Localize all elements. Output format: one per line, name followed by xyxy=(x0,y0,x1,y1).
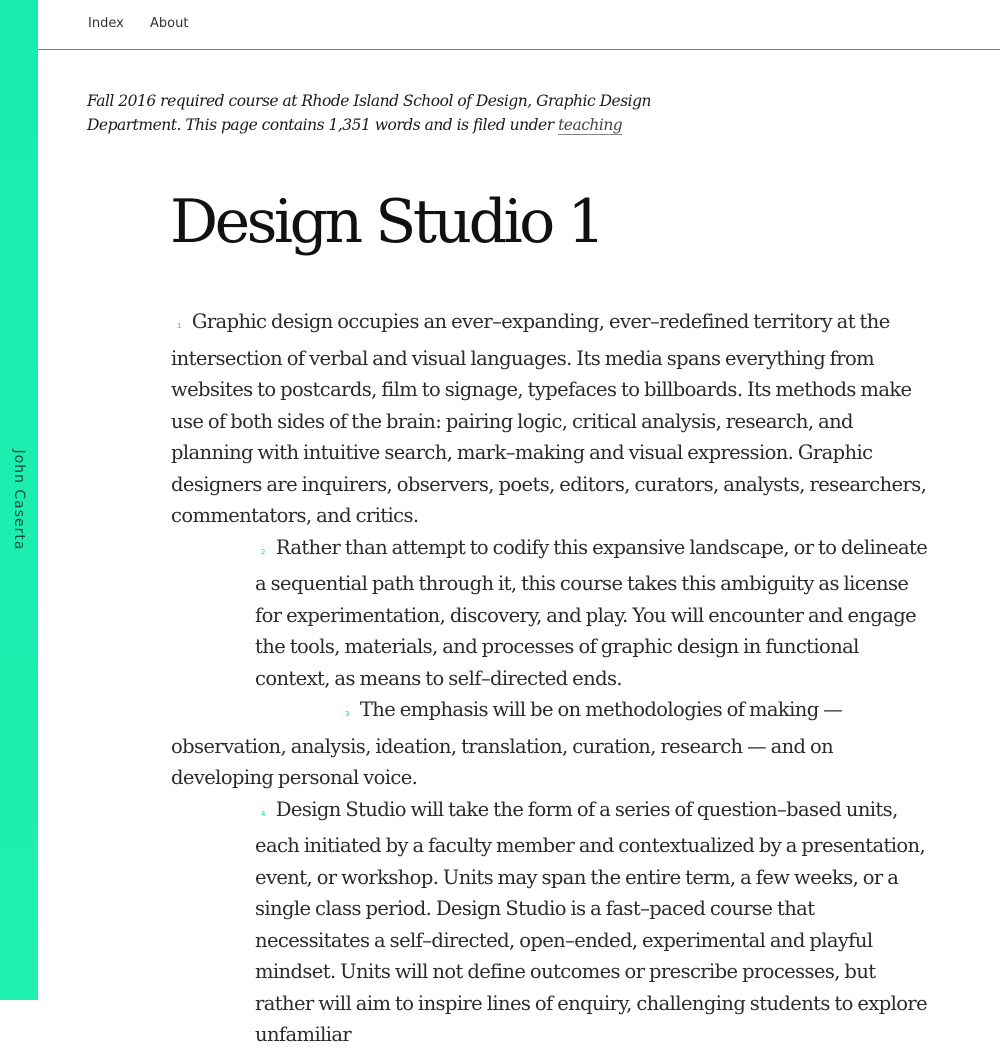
paragraph-text: The emphasis will be on methodologies of making — observation, analysis, ideation, translation, curation, research — and on developing personal voice. xyxy=(171,698,843,789)
paragraph-number: 4 xyxy=(261,809,265,818)
nav-about-link[interactable]: About xyxy=(150,16,189,31)
paragraph-number: 1 xyxy=(177,322,181,330)
page-title: Design Studio 1 xyxy=(170,187,603,257)
page-meta-description xyxy=(87,89,657,137)
paragraph-1 xyxy=(171,306,931,532)
paragraph-2 xyxy=(171,532,931,695)
meta-text: Fall 2016 required course at Rhode Island School of Design, Graphic Design Department. This page contains 1,351 words and is filed under xyxy=(87,92,652,134)
top-navigation xyxy=(38,0,1000,50)
paragraph-4 xyxy=(171,794,931,1051)
nav-index-link[interactable]: Index xyxy=(88,16,124,31)
paragraph-3 xyxy=(171,694,931,794)
paragraph-text: Rather than attempt to codify this expansive landscape, or to delineate a sequential path through it, this course takes this ambiguity as license for experimentation, discovery, and play. You will encounter and engage the tools, materials, and processes of graphic design in functional context, as means to self–directed ends. xyxy=(255,535,928,690)
author-name-link[interactable]: John Caserta xyxy=(11,449,27,551)
paragraph-number: 2 xyxy=(261,547,265,556)
paragraph-text: Graphic design occupies an ever–expanding, ever–redefined territory at the intersection of verbal and visual languages. Its media spans everything from websites to postcards, film to signage, typefaces to billboards. Its methods make use of both sides of the brain: pairing logic, critical analysis, research, and planning with intuitive search, mark–making and visual expression. Graphic designers are inquirers, observers, poets, editors, curators, analysts, researchers, commentators, and critics. xyxy=(171,310,927,527)
article-body xyxy=(171,306,931,1051)
teaching-tag-link[interactable]: teaching xyxy=(558,116,623,134)
paragraph-text: Design Studio will take the form of a series of question–based units, each initiated by a faculty member and contextualized by a presentation, event, or workshop. Units may span the entire term, a few weeks, or a single class period. Design Studio is a fast–paced course that necessitates a self–directed, open–ended, experimental and playful mindset. Units will not define outcomes or prescribe processes, but rather will aim to inspire lines of enquiry, challenging students to explore unfamiliar xyxy=(255,797,928,1046)
paragraph-number: 3 xyxy=(345,710,349,718)
sidebar xyxy=(0,0,38,1000)
